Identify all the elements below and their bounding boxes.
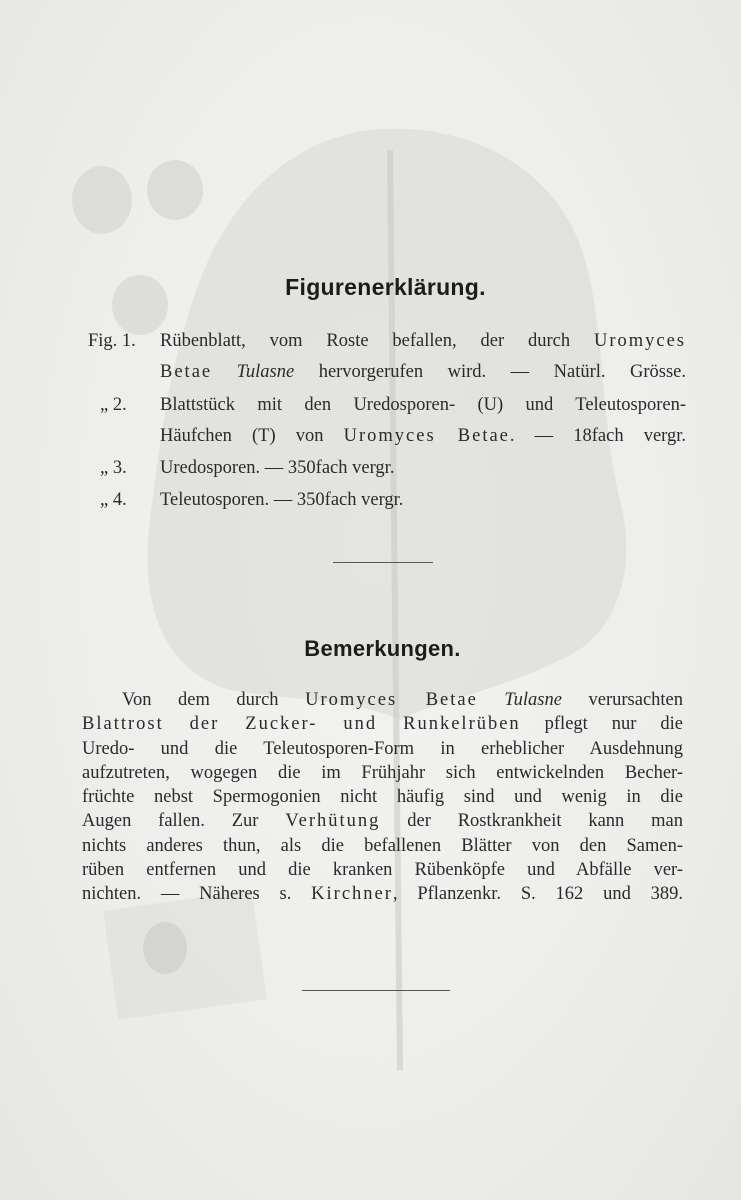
figure-label: „ 4. [100, 490, 127, 510]
paragraph-line: Von dem durch Uromyces Betae Tulasne verursachten [122, 690, 684, 710]
remarks-heading: Bemerkungen. [304, 636, 461, 661]
figure-label: „ 2. [100, 395, 127, 415]
paragraph-line: Blattrost der Zucker- und Runkelrüben pflegt nur die [82, 714, 683, 735]
figure-label: Fig. 1. [88, 331, 136, 351]
paragraph-line: aufzutreten, wogegen die im Frühjahr sich entwickelnden Becher- [82, 762, 683, 783]
figure-label: „ 3. [100, 458, 127, 478]
figure-caption-line: Häufchen (T) von Uromyces Betae. — 18fach vergr. [160, 426, 686, 446]
paragraph-line: rüben entfernen und die kranken Rübenköpfe und Abfälle ver- [82, 860, 683, 881]
figure-caption-line: Rübenblatt, vom Roste befallen, der durch Uromyces [160, 331, 686, 351]
paragraph-line: früchte nebst Spermogonien nicht häufig sind und wenig in die [82, 787, 683, 808]
section-divider [333, 562, 433, 563]
figure-caption-line: Blattstück mit den Uredosporen- (U) und Teleutosporen- [160, 395, 686, 415]
figure-caption-line: Uredosporen. — 350fach vergr. [160, 458, 395, 478]
figure-caption-line: Betae Tulasne hervorgerufen wird. — Natürl. Grösse. [160, 362, 687, 382]
figure-caption-line: Teleutosporen. — 350fach vergr. [160, 490, 404, 510]
figures-heading: Figurenerklärung. [285, 274, 486, 300]
end-divider [302, 990, 450, 991]
paragraph-line: Uredo- und die Teleutosporen-Form in erheblicher Ausdehnung [82, 738, 683, 759]
paragraph-line: Augen fallen. Zur Verhütung der Rostkrankheit kann man [82, 811, 683, 832]
paragraph-line: nichts anderes thun, als die befallenen Blätter von den Samen- [82, 835, 683, 856]
remarks-paragraph [82, 688, 683, 907]
paragraph-line: nichten. — Näheres s. Kirchner, Pflanzenkr. S. 162 und 389. [82, 884, 683, 905]
